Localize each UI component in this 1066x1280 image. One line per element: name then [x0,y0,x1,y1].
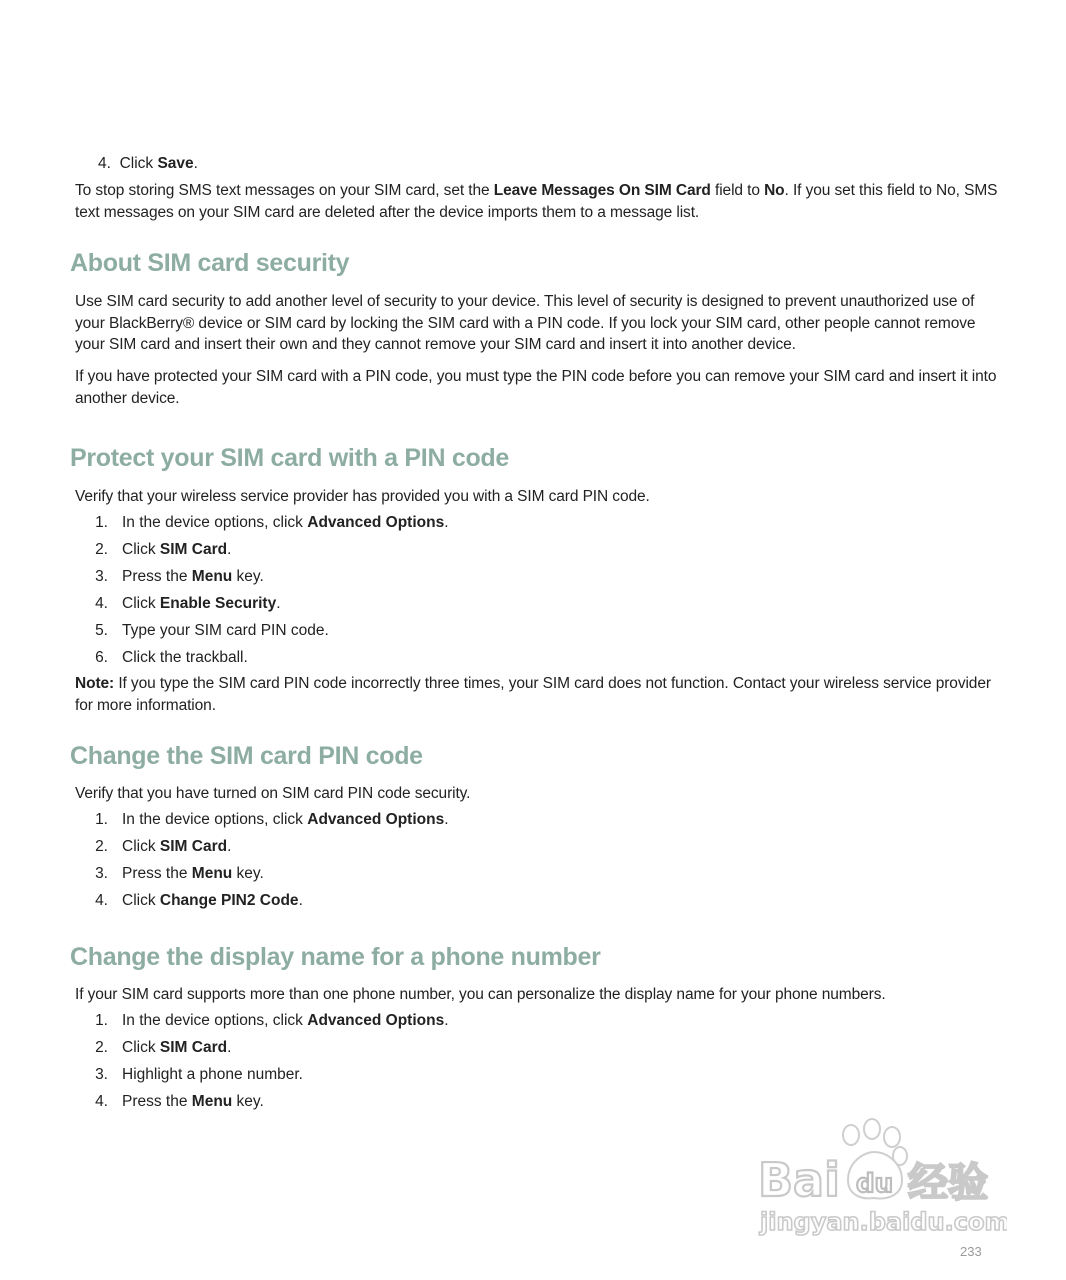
list-item: 1. In the device options, click Advanced Options. [95,514,449,531]
section-heading: About SIM card security [70,249,350,277]
list-item: 6. Click the trackball. [95,649,248,666]
watermark-url: jingyan.baidu.com [760,1208,1007,1236]
watermark-brand: Bai [758,1153,840,1207]
step-number: 4. [98,155,111,172]
prerequisite: If your SIM card supports more than one phone number, you can personalize the display name for your phone numbers. [75,986,886,1003]
list-item: 2. Click SIM Card. [95,541,232,558]
steps-list [84,1011,449,1119]
prerequisite: Verify that you have turned on SIM card PIN code security. [75,785,471,802]
watermark-brand2: du [856,1169,894,1199]
paragraph: Use SIM card security to add another level of security to your device. This level of security is designed to prevent unauthorized use of your BlackBerry® device or SIM card by locking the SIM card with a PIN code. If you lock your SIM card, other people cannot remove your SIM card and insert their own and they cannot remove your SIM card and insert it into another device. [75,293,976,353]
baidu-paw-icon [752,1118,1007,1238]
list-item: 2. Click SIM Card. [95,838,232,855]
paragraph: To stop storing SMS text messages on your SIM card, set the Leave Messages On SIM Card field to No. If you set this field to No, SMS text messages on your SIM card are deleted after the device imports them to a message list. [75,182,998,221]
section-heading: Change the SIM card PIN code [70,742,423,770]
baidu-watermark [752,1118,1007,1238]
watermark-cn: 经验 [908,1160,988,1206]
prerequisite: Verify that your wireless service provider has provided you with a SIM card PIN code. [75,488,650,505]
section-heading: Protect your SIM card with a PIN code [70,444,509,472]
note-label: Note: [75,675,115,692]
list-item: 1. In the device options, click Advanced Options. [95,811,449,828]
list-item: 4. Click Save. [98,155,198,172]
list-item: 3. Press the Menu key. [95,568,264,585]
list-item: 2. Click SIM Card. [95,1039,232,1056]
list-item: 4. Press the Menu key. [95,1093,264,1110]
list-item: 4. Click Change PIN2 Code. [95,892,303,909]
note: Note: If you type the SIM card PIN code incorrectly three times, your SIM card does not function. Contact your wireless service provider for more information. [75,675,991,714]
list-item: 1. In the device options, click Advanced Options. [95,1012,449,1029]
list-item: 3. Press the Menu key. [95,865,264,882]
list-item: 4. Click Enable Security. [95,595,281,612]
paragraph: If you have protected your SIM card with a PIN code, you must type the PIN code before you can remove your SIM card and insert it into another device. [75,368,997,407]
steps-list [84,810,449,918]
list-item: 3. Highlight a phone number. [95,1066,303,1083]
list-item: 5. Type your SIM card PIN code. [95,622,329,639]
steps-list [84,513,449,675]
section-heading: Change the display name for a phone number [70,943,601,971]
page-number: 233 [960,1244,982,1259]
